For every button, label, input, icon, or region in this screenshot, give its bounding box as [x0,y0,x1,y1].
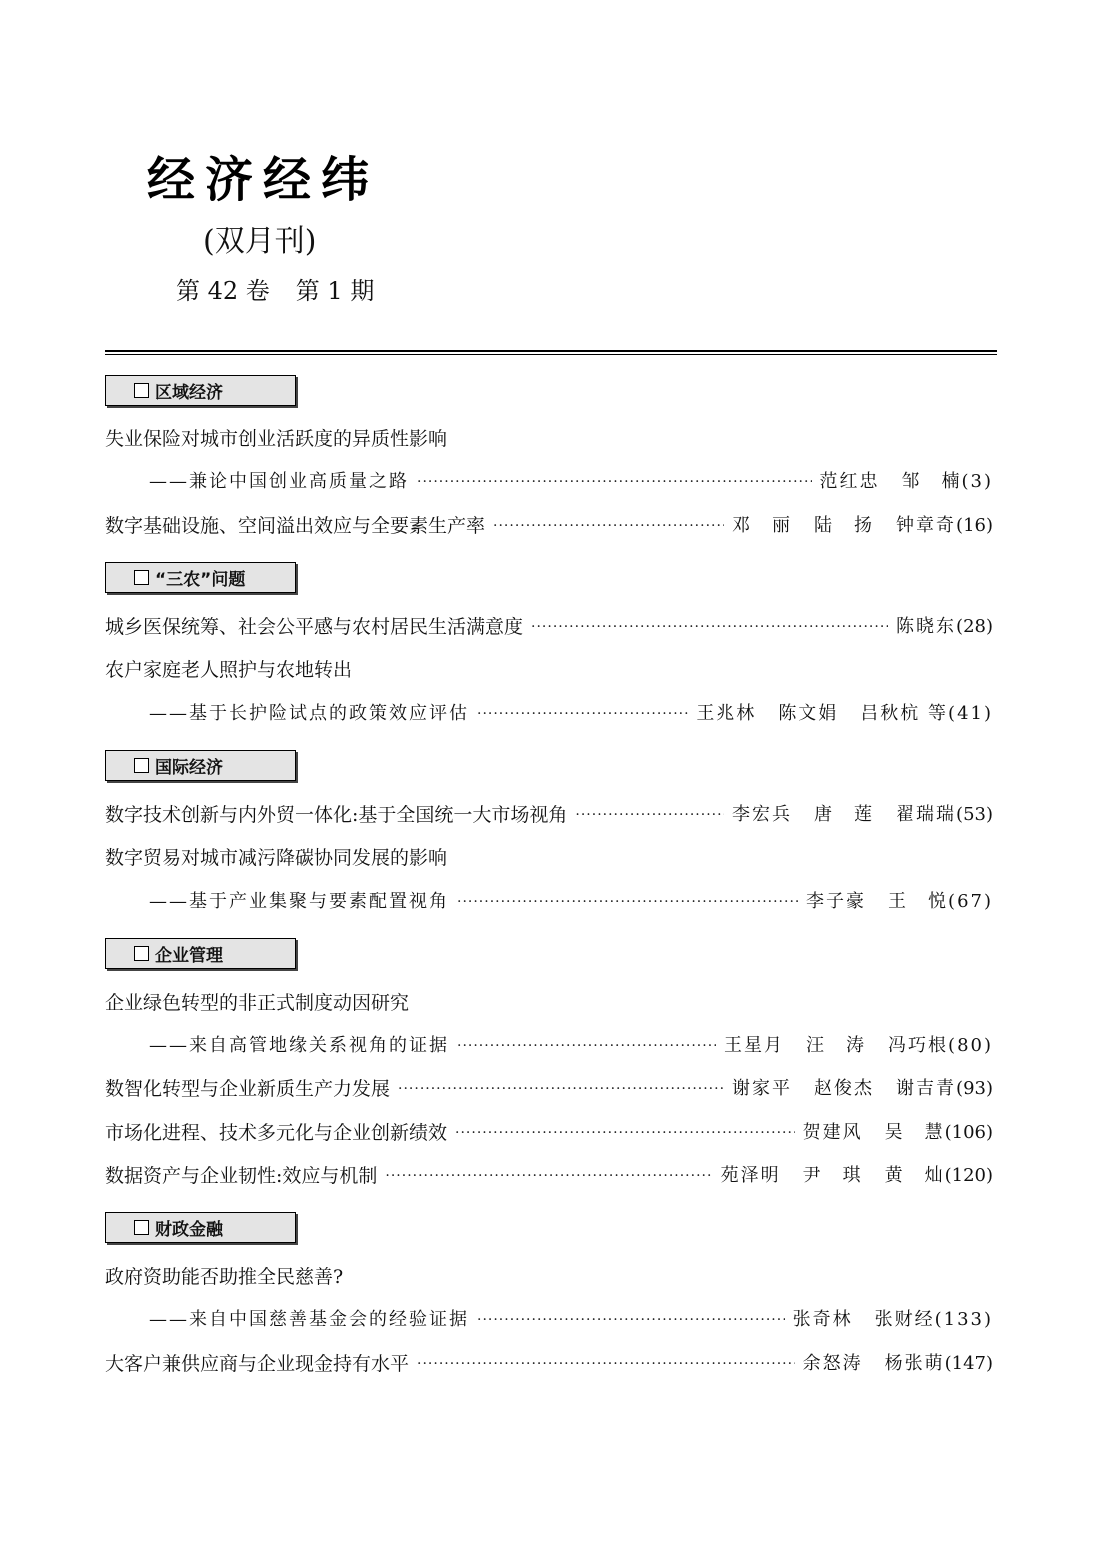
page-number: (53) [956,804,993,825]
section-label: 国际经济 [155,758,223,778]
page-number: (147) [944,1353,993,1374]
article-subtitle: ——兼论中国创业高质量之路 [149,471,409,492]
page-number: (3) [961,471,993,492]
toc-entry [105,1118,993,1148]
section-header [105,750,296,781]
page-number: (133) [934,1309,993,1330]
issue-number: 第 1 期 [295,277,375,305]
authors [721,1161,945,1191]
dot-leader [493,511,724,541]
authors [732,800,956,830]
issue-info [176,274,374,308]
article-subtitle: ——基于产业集聚与要素配置视角 [149,891,449,912]
toc-subtitle-line [149,1305,993,1335]
article-subtitle: ——来自中国慈善基金会的经验证据 [149,1309,469,1330]
checkbox-icon [134,383,149,398]
section-label: 企业管理 [155,946,223,966]
article-title: 大客户兼供应商与企业现金持有水平 [105,1353,410,1375]
page-number: (28) [956,616,993,637]
author-name: 李宏兵 [732,804,793,825]
checkbox-icon [134,758,149,773]
author-name: 陈文娟 [778,703,839,724]
toc-entry [105,424,993,454]
page-number: (67) [948,891,993,912]
author-name: 陆 扬 [814,515,875,536]
checkbox-icon [134,1220,149,1235]
dot-leader [457,1031,716,1061]
author-name: 冯巧根 [888,1035,949,1056]
author-name: 张财经 [874,1309,935,1330]
toc-entry [105,988,993,1018]
authors [806,887,948,917]
author-name: 范红忠 [819,471,880,492]
toc-subtitle-line [149,887,993,917]
authors [732,1074,956,1104]
toc-entry [105,655,993,685]
section-header [105,938,296,969]
article-subtitle: ——基于长护险试点的政策效应评估 [149,703,469,724]
author-name: 王星月 [724,1035,785,1056]
article-title: 失业保险对城市创业活跃度的异质性影响 [105,428,448,450]
dot-leader [455,1118,795,1148]
article-title: 数字技术创新与内外贸一体化:基于全国统一大市场视角 [105,804,568,826]
dot-leader [398,1074,724,1104]
toc-entry [105,612,993,642]
publication-frequency: (双月刊) [203,224,317,259]
article-title: 数字基础设施、空间溢出效应与全要素生产率 [105,515,486,537]
article-title: 数据资产与企业韧性:效应与机制 [105,1165,378,1187]
volume-number: 第 42 卷 [176,277,270,305]
toc-subtitle-line [149,699,993,729]
dot-leader [417,1349,795,1379]
page-number: (16) [956,515,993,536]
authors [820,467,962,497]
toc-subtitle-line [149,467,993,497]
toc-entry [105,1349,993,1379]
article-title: 城乡医保统筹、社会公平感与农村居民生活满意度 [105,616,524,638]
section-header [105,562,296,593]
section-label: “三农”问题 [155,570,246,590]
author-name: 余怒涛 [802,1353,863,1374]
authors [793,1305,935,1335]
section-label: 财政金融 [155,1220,223,1240]
dot-leader [385,1161,712,1191]
dot-leader [477,1305,785,1335]
author-name: 谢家平 [732,1078,793,1099]
author-name: 苑泽明 [720,1165,781,1186]
author-name: 黄 灿 [884,1165,945,1186]
toc-entry [105,511,993,541]
author-name: 钟章奇 [896,515,957,536]
article-title: 政府资助能否助推全民慈善? [105,1266,344,1288]
dot-leader [417,467,812,497]
article-subtitle: ——来自高管地缘关系视角的证据 [149,1035,449,1056]
author-name: 陈晓东 [896,616,957,637]
author-name: 邹 楠 [901,471,962,492]
author-name: 杨张萌 [884,1353,945,1374]
author-name: 吕秋杭 等 [860,703,949,724]
authors [896,612,956,642]
author-name: 吴 慧 [884,1122,945,1143]
dot-leader [575,800,724,830]
toc-entry [105,1161,993,1191]
page-number: (80) [948,1035,993,1056]
author-name: 李子豪 [806,891,867,912]
authors [696,699,948,729]
page-number: (93) [956,1078,993,1099]
section-header [105,375,296,406]
article-title: 农户家庭老人照护与农地转出 [105,659,353,681]
author-name: 赵俊杰 [814,1078,875,1099]
section-label: 区域经济 [155,383,223,403]
article-title: 市场化进程、技术多元化与企业创新绩效 [105,1122,448,1144]
checkbox-icon [134,946,149,961]
checkbox-icon [134,570,149,585]
article-title: 数字贸易对城市减污降碳协同发展的影响 [105,847,448,869]
authors [803,1118,945,1148]
toc-entry [105,1262,993,1292]
section-header [105,1212,296,1243]
authors [724,1031,948,1061]
author-name: 邓 丽 [732,515,793,536]
author-name: 尹 琪 [802,1165,863,1186]
toc-entry [105,800,993,830]
header-divider [105,350,997,355]
page-number: (41) [948,703,993,724]
author-name: 贺建风 [802,1122,863,1143]
dot-leader [457,887,798,917]
author-name: 张奇林 [792,1309,853,1330]
toc-entry [105,843,993,873]
authors [732,511,956,541]
authors [803,1349,945,1379]
author-name: 翟瑞瑞 [896,804,957,825]
journal-title: 经济经纬 [147,152,380,208]
article-title: 数智化转型与企业新质生产力发展 [105,1078,391,1100]
page-number: (120) [944,1165,993,1186]
page-number: (106) [944,1122,993,1143]
author-name: 王 悦 [888,891,949,912]
author-name: 王兆林 [696,703,757,724]
dot-leader [477,699,688,729]
author-name: 汪 涛 [806,1035,867,1056]
toc-subtitle-line [149,1031,993,1061]
author-name: 谢吉青 [896,1078,957,1099]
dot-leader [531,612,888,642]
author-name: 唐 莲 [814,804,875,825]
toc-entry [105,1074,993,1104]
article-title: 企业绿色转型的非正式制度动因研究 [105,992,410,1014]
